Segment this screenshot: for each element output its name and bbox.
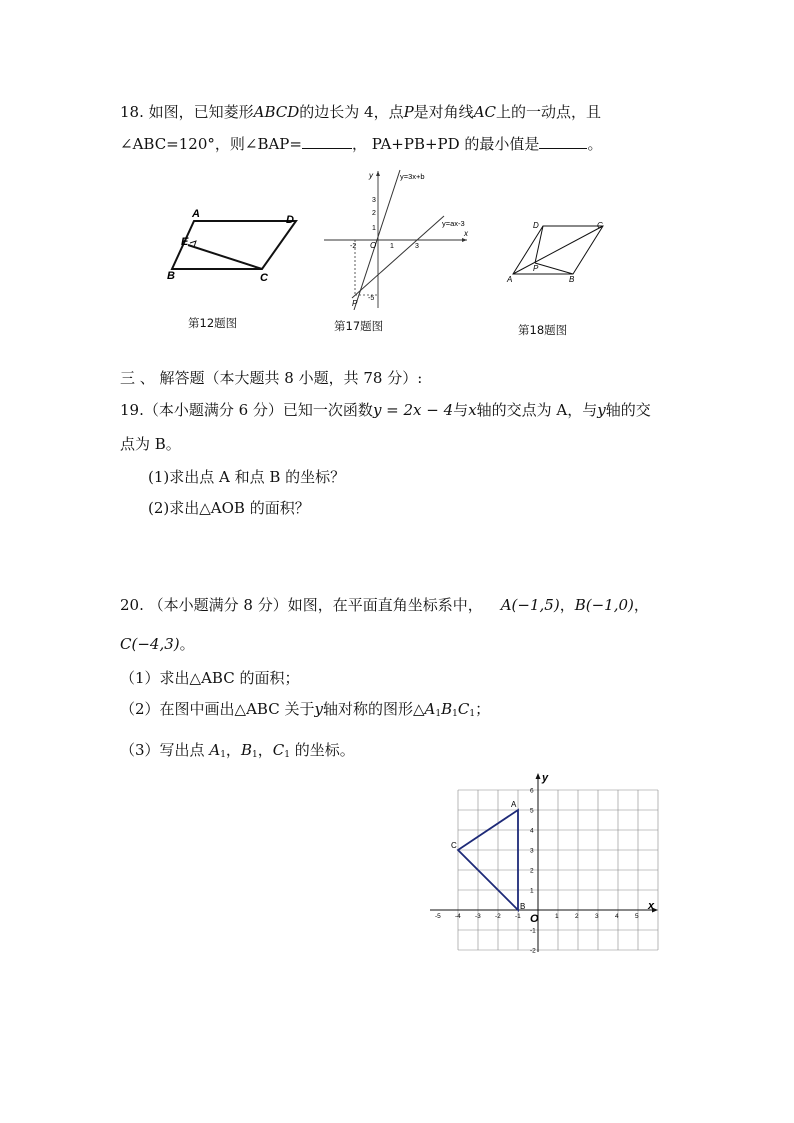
x-tick-label: -2 <box>495 913 501 920</box>
x-axis-label: x <box>648 900 655 912</box>
q18-text: 。 <box>587 135 603 153</box>
fig17-tick: -5 <box>368 295 375 302</box>
figure-18 <box>505 218 615 288</box>
y-tick-label: 5 <box>530 807 534 815</box>
subscript: 1 <box>251 750 258 760</box>
x-tick-label: 3 <box>595 913 599 920</box>
y-tick-label: 2 <box>530 867 534 875</box>
fig18-caption: 第18题图 <box>518 323 568 337</box>
triangle-label-a: A <box>511 800 517 809</box>
q20-point-a1: A <box>209 741 221 759</box>
grid-lines <box>458 787 658 950</box>
fig17-tick: 1 <box>390 243 394 250</box>
q19-formula: y = 2x − 4 <box>372 401 454 419</box>
y-tick-label: 1 <box>530 887 534 895</box>
fig17-caption: 第17题图 <box>334 319 384 333</box>
fig18-label-c: C <box>597 221 603 230</box>
subscript: 1 <box>452 709 458 719</box>
q19-line-2: 点为 B。 <box>120 435 181 453</box>
q20-text: ； <box>475 700 491 718</box>
x-tick-label: 1 <box>555 913 559 920</box>
subscript: 1 <box>469 709 476 719</box>
q18-text: 上的一动点，且 <box>496 103 602 121</box>
y-tick-label: -2 <box>530 947 536 955</box>
q20-text: ， <box>633 596 649 614</box>
fig17-label-line2: y=ax-3 <box>442 219 465 228</box>
fig17-label-y: y <box>369 171 373 180</box>
q18-text: 的边长为 4，点 <box>299 103 404 121</box>
x-tick-label: -5 <box>435 913 441 920</box>
q18-text: 是对角线 <box>413 103 474 121</box>
fig12-caption: 第12题图 <box>188 316 238 330</box>
x-tick-label: -1 <box>515 913 521 920</box>
y-tick-label: 4 <box>530 827 534 835</box>
grid-ticks <box>435 788 639 955</box>
answer-blank-2[interactable] <box>539 148 587 149</box>
triangle-label-b: B <box>520 902 526 911</box>
q20-text: 的坐标。 <box>294 741 355 759</box>
q20-text: ， <box>559 596 575 614</box>
q20-sub-number: （2） <box>120 700 160 718</box>
triangle-abc <box>458 810 518 910</box>
fig17-label-p: P <box>352 299 358 308</box>
q20-line-2 <box>120 634 195 654</box>
q18-point-p: P <box>403 103 414 121</box>
q20-sub-number: （1） <box>120 669 160 687</box>
q20-text: 写出点 <box>159 741 205 759</box>
q20-point-b1: B <box>240 741 252 759</box>
fig18-label-d: D <box>533 221 539 230</box>
q20-symmetric-triangle: C <box>457 700 470 718</box>
fig12-label-b: B <box>167 270 175 282</box>
y-tick-label: 6 <box>530 787 534 795</box>
q20-text: ， <box>257 741 273 759</box>
q20-point-c: C(−4,3) <box>120 635 180 653</box>
q20-symmetric-triangle: B <box>441 700 453 718</box>
q20-sub-number: （3） <box>120 741 160 759</box>
section-3-heading: 三 、 解答题（本大题共 8 小题，共 78 分）: <box>120 369 423 387</box>
q20-coordinate-grid[interactable] <box>425 770 665 960</box>
q19-text: 与 <box>453 401 469 419</box>
x-tick-label: 2 <box>575 913 579 920</box>
q18-text: ∠ABC=120°，则∠BAP= <box>120 135 302 153</box>
q18-line-2 <box>120 134 602 154</box>
q20-sub-1 <box>120 668 299 688</box>
q19-sub-2: (2)求出△AOB 的面积？ <box>148 499 310 517</box>
fig17-tick: -2 <box>350 243 357 250</box>
subscript: 1 <box>435 709 442 719</box>
q19-x-var: x <box>468 401 477 419</box>
x-tick-label: -4 <box>455 913 461 920</box>
fig18-label-b: B <box>569 275 575 284</box>
fig17-tick: 3 <box>372 197 376 204</box>
q20-point-b: B(−1,0) <box>574 596 634 614</box>
q20-text: ， <box>225 741 241 759</box>
q20-text: 求出△ABC 的面积； <box>159 669 300 687</box>
q20-sub-2 <box>120 699 490 724</box>
x-tick-label: -3 <box>475 913 481 920</box>
q19-line-1 <box>120 400 651 420</box>
subscript: 1 <box>220 750 226 760</box>
fig12-label-c: C <box>260 272 268 284</box>
fig17-label-o: O <box>370 241 377 250</box>
triangle-label-c: C <box>451 841 457 850</box>
q20-text: 轴对称的图形 <box>322 700 413 718</box>
subscript: 1 <box>284 750 290 760</box>
fig12-label-d: D <box>286 214 294 226</box>
x-tick-label: 4 <box>615 913 619 920</box>
fig17-tick: 1 <box>372 225 376 232</box>
q20-text: 在图中画出△ABC 关于 <box>159 700 315 718</box>
answer-blank-1[interactable] <box>302 148 352 149</box>
q20-y-var: y <box>314 700 323 718</box>
figure-12 <box>160 205 310 290</box>
q18-text: ， PA+PB+PD 的最小值是 <box>351 135 540 153</box>
y-axis-arrow <box>536 773 541 779</box>
fig18-label-p: P <box>533 264 539 273</box>
fig17-label-line1: y=3x+b <box>400 172 425 181</box>
figure-17 <box>322 168 472 310</box>
q19-y-var: y <box>597 401 606 419</box>
q18-rhombus-name: ABCD <box>253 103 300 121</box>
fig17-tick: 2 <box>372 210 376 217</box>
q20-point-c1: C <box>272 741 285 759</box>
q19-text: 19.（本小题满分 6 分）已知一次函数 <box>120 401 373 419</box>
fig12-label-e: E <box>181 236 189 248</box>
q20-text: 。 <box>179 635 195 653</box>
q20-point-a: A(−1,5) <box>500 596 560 614</box>
q20-sub-3 <box>120 740 355 765</box>
x-tick-label: 5 <box>635 913 639 920</box>
fig17-label-x: x <box>464 229 468 238</box>
q20-symmetric-triangle: △A <box>412 700 436 718</box>
q20-text: 20. （本小题满分 8 分）如图，在平面直角坐标系中， <box>120 596 483 614</box>
origin-label: O <box>530 913 539 925</box>
q18-diagonal-name: AC <box>473 103 496 121</box>
y-axis-label: y <box>542 772 549 784</box>
fig18-label-a: A <box>507 275 513 284</box>
q19-text: 轴的交点为 A，与 <box>476 401 598 419</box>
q19-text: 轴的交 <box>605 401 651 419</box>
y-tick-label: -1 <box>530 927 536 935</box>
q18-line-1 <box>120 102 601 122</box>
fig12-label-a: A <box>192 208 200 220</box>
fig17-tick: 3 <box>415 243 419 250</box>
q18-text: 18. 如图，已知菱形 <box>120 103 254 121</box>
q20-line-1 <box>120 595 649 615</box>
y-tick-label: 3 <box>530 847 534 855</box>
q19-sub-1: (1)求出点 A 和点 B 的坐标？ <box>148 468 346 486</box>
